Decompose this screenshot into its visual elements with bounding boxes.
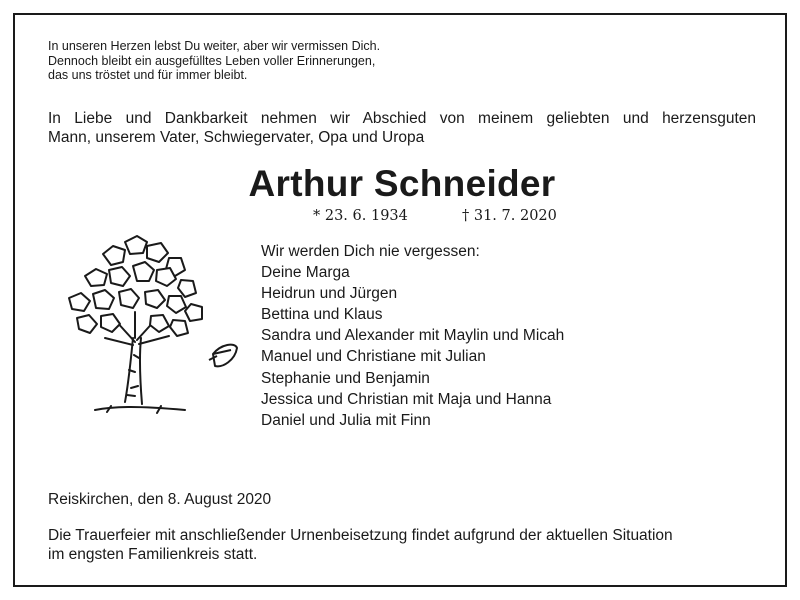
intro-line: Mann, unserem Vater, Schwiegervater, Opa und Uropa — [48, 129, 425, 146]
quote-line: In unseren Herzen lebst Du weiter, aber wir vermissen Dich. — [48, 39, 381, 53]
place-and-date: Reiskirchen, den 8. August 2020 — [48, 491, 272, 508]
list-item: Bettina und Klaus — [261, 306, 383, 324]
list-item: Manuel und Christiane mit Julian — [261, 348, 486, 366]
list-item: Heidrun und Jürgen — [261, 285, 398, 303]
list-item: Stephanie und Benjamin — [261, 369, 430, 387]
farewell-intro — [48, 109, 756, 147]
tree-illustration-icon — [45, 220, 245, 420]
deceased-name: Arthur Schneider — [248, 163, 556, 204]
birth-date: * 23. 6. 1934 — [313, 208, 408, 224]
mourners-list — [261, 241, 564, 431]
list-item: Jessica und Christian mit Maja und Hanna — [261, 390, 552, 408]
obituary-frame — [13, 13, 787, 587]
intro-line: In Liebe und Dankbarkeit nehmen wir Abschied von meinem geliebten und herzensguten — [48, 110, 756, 127]
list-item: Sandra und Alexander mit Maylin und Micah — [261, 327, 565, 345]
funeral-line: im engsten Familienkreis statt. — [48, 545, 258, 563]
list-item: Deine Marga — [261, 264, 350, 282]
death-date: † 31. 7. 2020 — [462, 208, 557, 224]
memorial-quote — [48, 39, 380, 83]
falling-leaf-icon — [209, 345, 237, 367]
list-item: Daniel und Julia mit Finn — [261, 411, 431, 429]
funeral-notice — [48, 527, 756, 564]
funeral-line: Die Trauerfeier mit anschließender Urnenbeisetzung findet aufgrund der aktuellen Situation — [48, 527, 673, 544]
mourners-heading: Wir werden Dich nie vergessen: — [261, 243, 480, 260]
quote-line: Dennoch bleibt ein ausgefülltes Leben voller Erinnerungen, — [48, 53, 376, 68]
quote-line: das uns tröstet und für immer bleibt. — [48, 68, 248, 82]
